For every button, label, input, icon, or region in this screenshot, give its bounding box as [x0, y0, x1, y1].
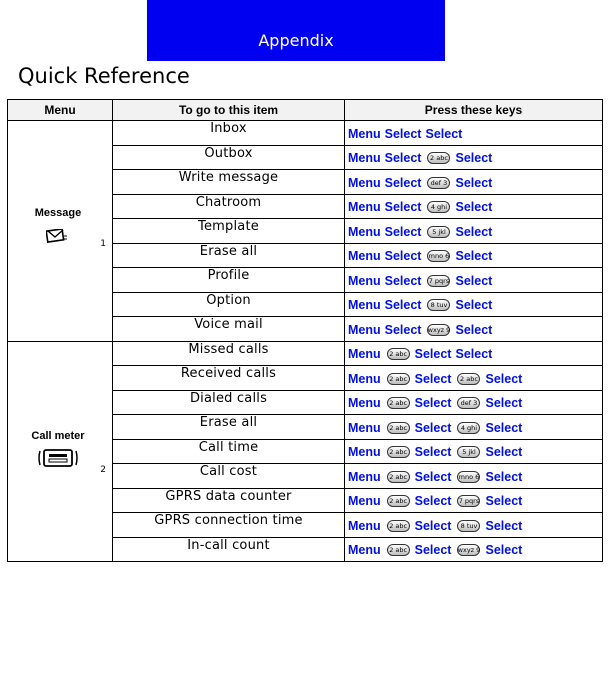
softkey-label: Select	[485, 396, 523, 411]
key-sequence	[345, 194, 603, 219]
key-sequence	[345, 464, 603, 489]
keypad-key-icon: 2 abc	[387, 373, 410, 385]
menu-item-name: Erase all	[113, 415, 345, 440]
softkey-label: Select	[384, 273, 422, 288]
softkey-label: Menu	[348, 322, 381, 337]
key-sequence	[345, 219, 603, 244]
keypad-key-icon: 2 abc	[387, 471, 410, 483]
key-sequence	[345, 488, 603, 513]
softkey-label: Select	[414, 518, 452, 533]
keypad-key-icon: wxyz 9	[457, 546, 481, 555]
menu-item-name: Dialed calls	[113, 390, 345, 415]
table-header-row	[8, 100, 603, 121]
softkey-label: Menu	[348, 420, 381, 435]
keypad-key-icon: 2 abc	[387, 397, 410, 409]
keypad-key-icon: mno 6	[458, 472, 480, 481]
softkey-label: Menu	[348, 175, 381, 190]
softkey-label: Menu	[348, 469, 381, 484]
menu-item-name: Inbox	[113, 121, 345, 146]
menu-item-name: Erase all	[113, 243, 345, 268]
table-row	[8, 341, 603, 366]
envelope-icon	[46, 228, 68, 247]
softkey-label: Select	[455, 175, 493, 190]
key-sequence	[345, 121, 603, 146]
softkey-label: Menu	[348, 249, 381, 264]
softkey-label: Menu	[348, 371, 381, 386]
softkey-label: Select	[455, 347, 493, 362]
keypad-key-icon: 5 jkl	[457, 446, 480, 458]
softkey-label: Select	[455, 151, 493, 166]
softkey-label: Menu	[348, 273, 381, 288]
keypad-key-icon: wxyz 9	[427, 325, 451, 334]
key-sequence	[345, 292, 603, 317]
menu-item-name: Call time	[113, 439, 345, 464]
softkey-label: Select	[414, 469, 452, 484]
softkey-label: Menu	[348, 298, 381, 313]
softkey-label: Menu	[348, 151, 381, 166]
menu-number: 1	[100, 239, 106, 249]
softkey-label: Menu	[348, 445, 381, 460]
keypad-key-icon: 4 ghi	[457, 422, 480, 434]
keypad-key-icon: mno 6	[428, 252, 450, 261]
key-sequence	[345, 513, 603, 538]
menu-label: Message	[34, 207, 82, 219]
softkey-label: Menu	[348, 200, 381, 215]
key-sequence	[345, 415, 603, 440]
softkey-label: Select	[455, 322, 493, 337]
banner-text: Appendix	[258, 31, 334, 50]
softkey-label: Select	[414, 371, 452, 386]
softkey-label: Menu	[348, 347, 381, 362]
keypad-key-icon: 4 ghi	[427, 201, 450, 213]
key-sequence	[345, 268, 603, 293]
keypad-key-icon: 5 jkl	[427, 226, 450, 238]
softkey-label: Select	[414, 347, 452, 362]
key-sequence	[345, 366, 603, 391]
key-sequence	[345, 243, 603, 268]
menu-item-name: Call cost	[113, 464, 345, 489]
menu-cell	[8, 341, 113, 562]
keypad-key-icon: def 3	[427, 177, 450, 189]
softkey-label: Menu	[348, 126, 381, 141]
softkey-label: Select	[425, 126, 463, 141]
softkey-label: Select	[485, 494, 523, 509]
menu-item-name: Template	[113, 219, 345, 244]
key-sequence	[345, 145, 603, 170]
softkey-label: Select	[455, 200, 493, 215]
softkey-label: Select	[485, 445, 523, 460]
keypad-key-icon: 7 pqrs	[428, 276, 450, 285]
column-header: Menu	[8, 100, 113, 121]
softkey-label: Select	[384, 175, 422, 190]
quick-reference-table	[7, 99, 603, 562]
keypad-key-icon: 2 abc	[387, 348, 410, 360]
menu-item-name: Received calls	[113, 366, 345, 391]
menu-item-name: Chatroom	[113, 194, 345, 219]
page-title: Quick Reference	[18, 64, 190, 88]
call-meter-icon	[38, 447, 78, 473]
menu-item-name: GPRS data counter	[113, 488, 345, 513]
softkey-label: Select	[455, 249, 493, 264]
keypad-key-icon: 2 abc	[457, 373, 480, 385]
key-sequence	[345, 439, 603, 464]
menu-item-name: Outbox	[113, 145, 345, 170]
softkey-label: Select	[384, 200, 422, 215]
softkey-label: Select	[455, 273, 493, 288]
softkey-label: Select	[384, 151, 422, 166]
softkey-label: Select	[455, 298, 493, 313]
keypad-key-icon: 2 abc	[387, 446, 410, 458]
softkey-label: Menu	[348, 494, 381, 509]
menu-item-name: Voice mail	[113, 317, 345, 342]
softkey-label: Select	[384, 298, 422, 313]
keypad-key-icon: 8 tuv	[427, 299, 450, 311]
keypad-key-icon: 7 pqrs	[458, 497, 480, 506]
softkey-label: Menu	[348, 224, 381, 239]
softkey-label: Menu	[348, 396, 381, 411]
softkey-label: Select	[414, 396, 452, 411]
menu-number: 2	[100, 464, 106, 475]
softkey-label: Select	[384, 249, 422, 264]
section-banner	[147, 0, 445, 61]
key-sequence	[345, 537, 603, 562]
softkey-label: Select	[384, 126, 422, 141]
softkey-label: Select	[414, 445, 452, 460]
softkey-label: Menu	[348, 518, 381, 533]
softkey-label: Select	[485, 543, 523, 558]
keypad-key-icon: def 3	[457, 397, 480, 409]
column-header: To go to this item	[113, 100, 345, 121]
softkey-label: Select	[414, 543, 452, 558]
menu-item-name: GPRS connection time	[113, 513, 345, 538]
table-row	[8, 121, 603, 146]
keypad-key-icon: 2 abc	[387, 544, 410, 556]
softkey-label: Select	[485, 371, 523, 386]
keypad-key-icon: 8 tuv	[457, 520, 480, 532]
softkey-label: Select	[384, 322, 422, 337]
menu-label: Call meter	[31, 429, 85, 442]
softkey-label: Select	[485, 518, 523, 533]
softkey-label: Select	[384, 224, 422, 239]
menu-item-name: In-call count	[113, 537, 345, 562]
softkey-label: Select	[414, 420, 452, 435]
softkey-label: Select	[414, 494, 452, 509]
key-sequence	[345, 341, 603, 366]
softkey-label: Select	[485, 420, 523, 435]
keypad-key-icon: 2 abc	[387, 520, 410, 532]
softkey-label: Select	[485, 469, 523, 484]
menu-item-name: Profile	[113, 268, 345, 293]
keypad-key-icon: 2 abc	[387, 495, 410, 507]
keypad-key-icon: 2 abc	[387, 422, 410, 434]
menu-cell	[8, 121, 113, 342]
softkey-label: Menu	[348, 543, 381, 558]
key-sequence	[345, 390, 603, 415]
menu-item-name: Write message	[113, 170, 345, 195]
softkey-label: Select	[455, 224, 493, 239]
column-header: Press these keys	[345, 100, 603, 121]
keypad-key-icon: 2 abc	[427, 152, 450, 164]
menu-item-name: Option	[113, 292, 345, 317]
menu-item-name: Missed calls	[113, 341, 345, 366]
key-sequence	[345, 170, 603, 195]
key-sequence	[345, 317, 603, 342]
